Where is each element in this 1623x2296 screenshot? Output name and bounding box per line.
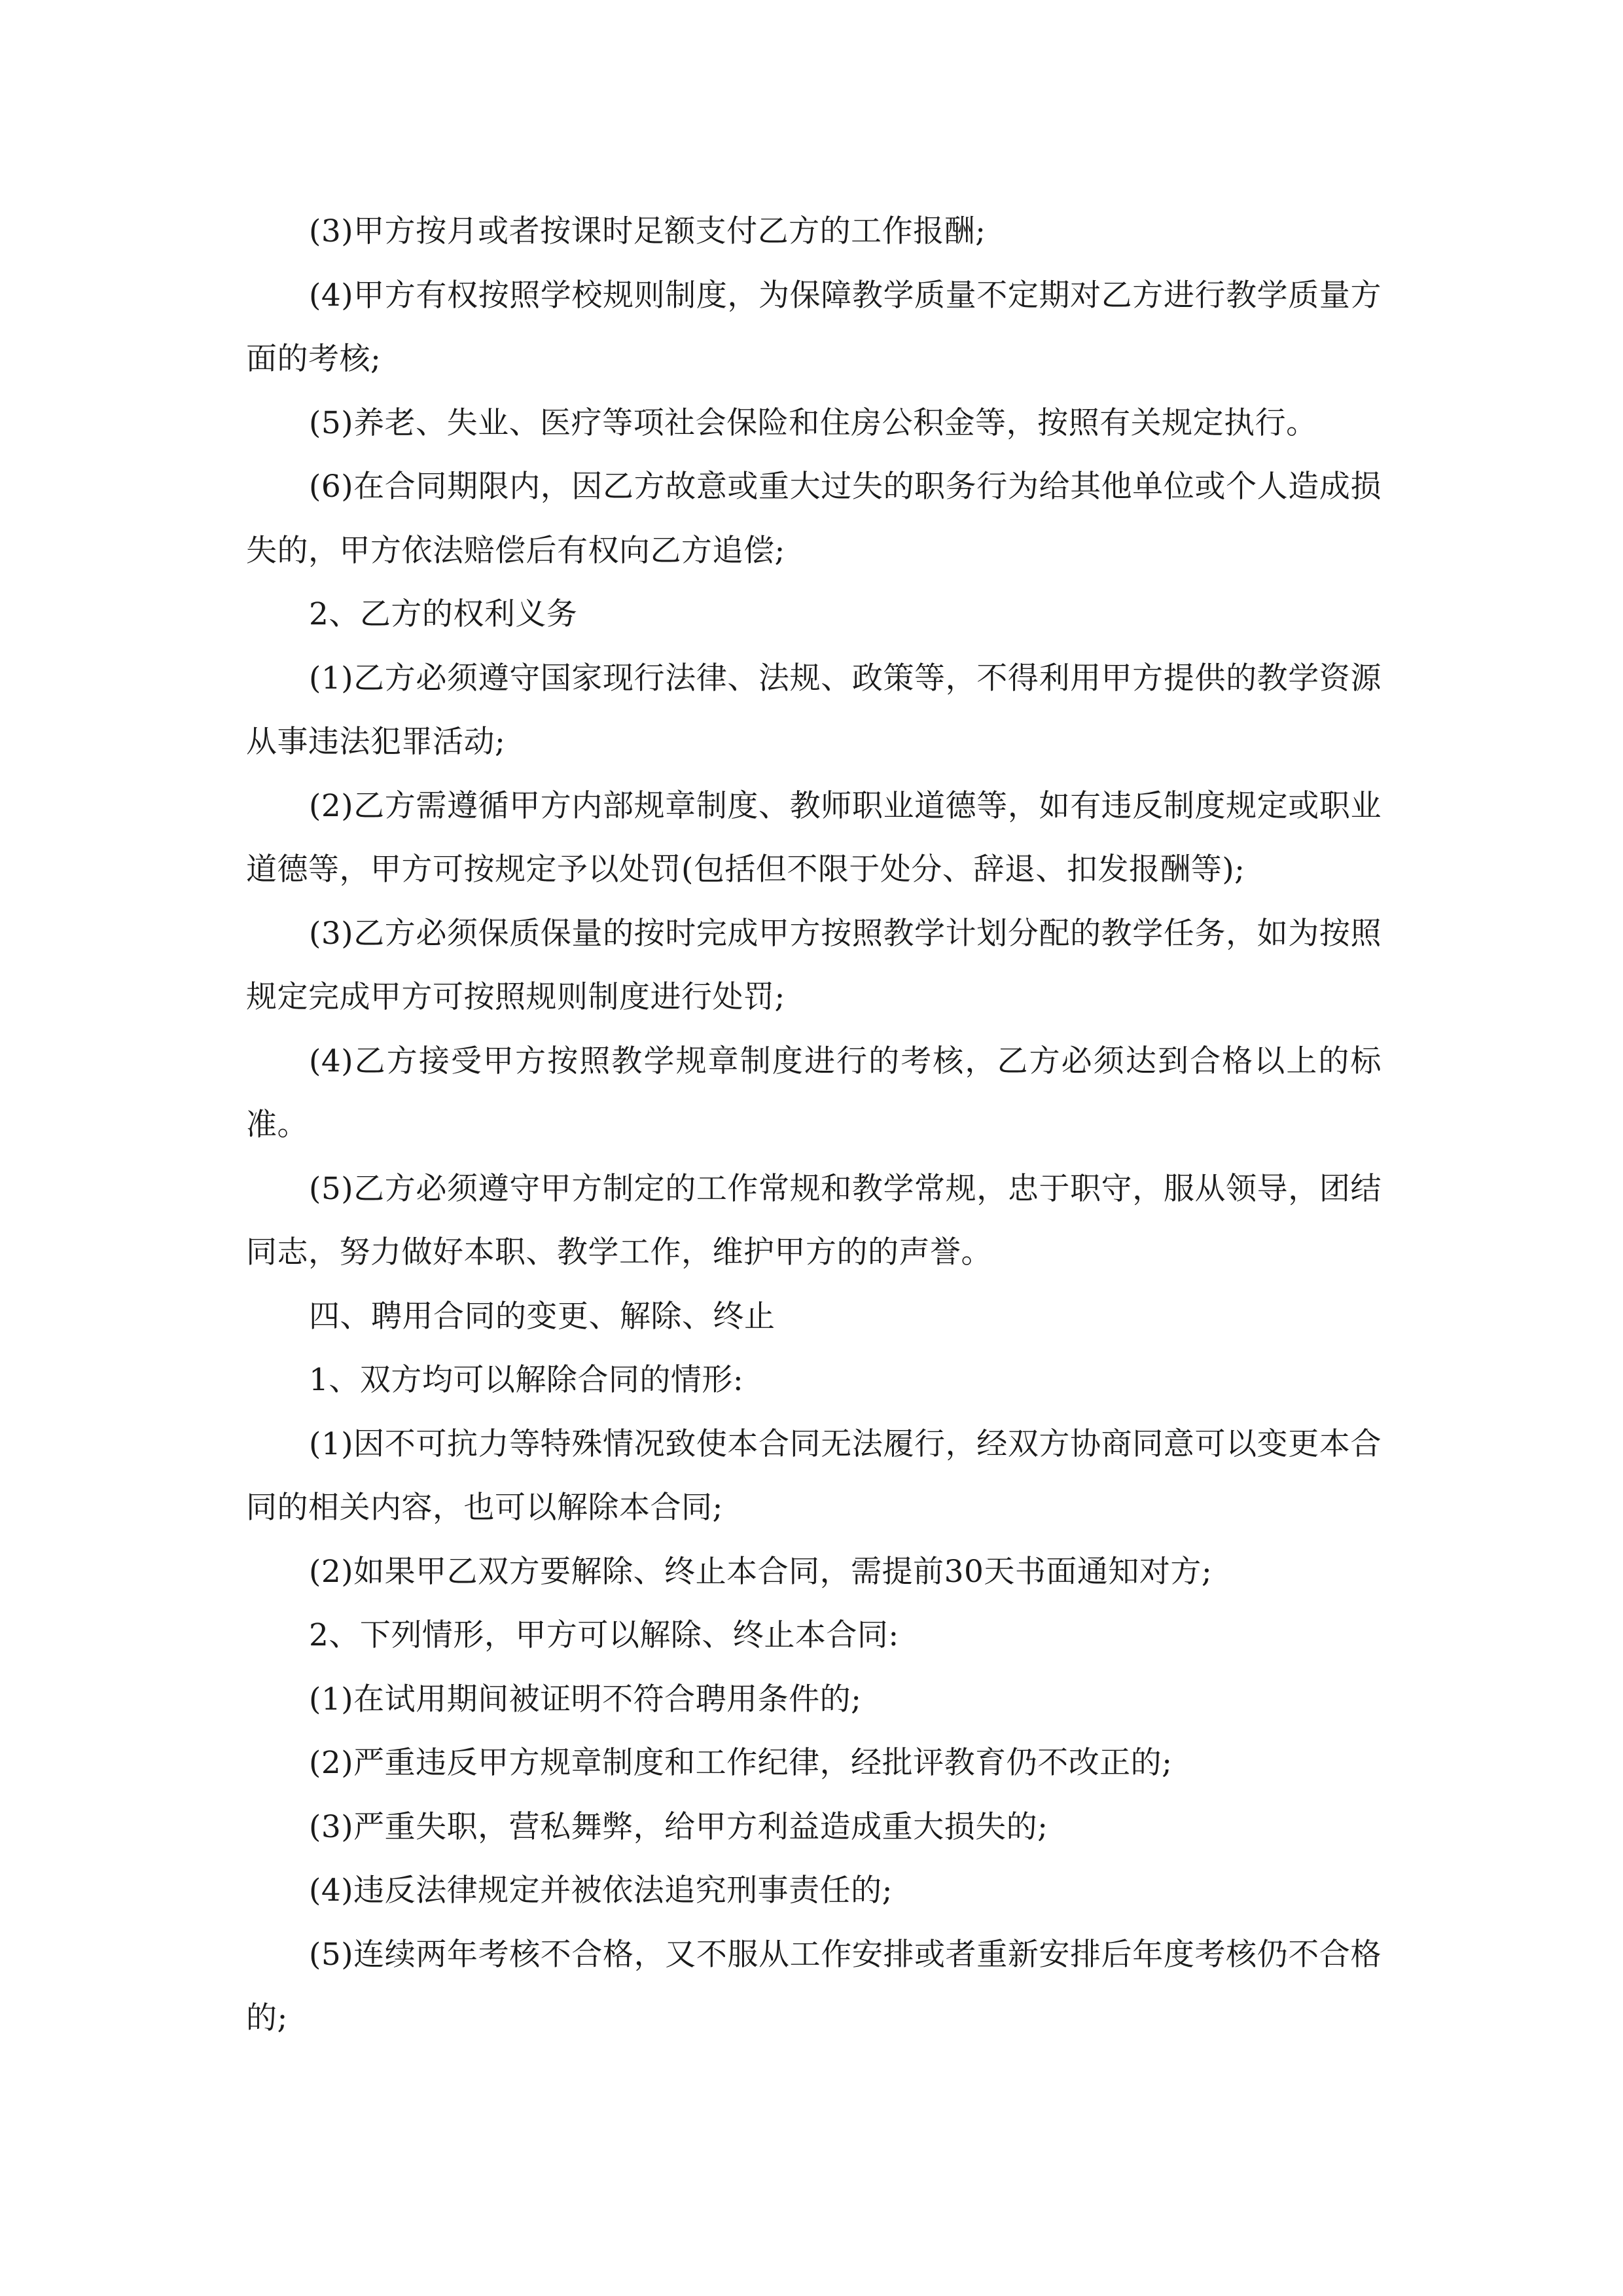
paragraph: (5)乙方必须遵守甲方制定的工作常规和教学常规，忠于职守，服从领导，团结同志，努力做好本职、教学工作，维护甲方的的声誉。 <box>246 1170 1382 1270</box>
document-body <box>246 200 1382 2051</box>
section-heading: 2、下列情形，甲方可以解除、终止本合同: <box>309 1617 899 1653</box>
paragraph: (2)如果甲乙双方要解除、终止本合同，需提前30天书面通知对方; <box>309 1553 1213 1590</box>
section-heading: 四、聘用合同的变更、解除、终止 <box>309 1298 776 1335</box>
paragraph: (4)违反法律规定并被依法追究刑事责任的; <box>309 1873 893 1909</box>
paragraph: (6)在合同期限内，因乙方故意或重大过失的职务行为给其他单位或个人造成损失的，甲方依法赔偿后有权向乙方追偿; <box>246 469 1382 569</box>
section-heading: 2、乙方的权利义务 <box>309 596 578 632</box>
paragraph: (3)乙方必须保质保量的按时完成甲方按照教学计划分配的教学任务，如为按照规定完成甲方可按照规则制度进行处罚; <box>246 915 1382 1015</box>
section-heading: 1、双方均可以解除合同的情形: <box>309 1362 744 1398</box>
paragraph: (3)甲方按月或者按课时足额支付乙方的工作报酬; <box>309 213 986 249</box>
paragraph: (1)乙方必须遵守国家现行法律、法规、政策等，不得利用甲方提供的教学资源从事违法犯罪活动; <box>246 660 1382 760</box>
paragraph: (1)在试用期间被证明不符合聘用条件的; <box>309 1681 862 1717</box>
paragraph: (2)严重违反甲方规章制度和工作纪律，经批评教育仍不改正的; <box>309 1745 1173 1781</box>
paragraph: (1)因不可抗力等特殊情况致使本合同无法履行，经双方协商同意可以变更本合同的相关内容，也可以解除本合同; <box>246 1426 1382 1526</box>
paragraph: (3)严重失职，营私舞弊，给甲方利益造成重大损失的; <box>309 1808 1048 1845</box>
paragraph: (5)连续两年考核不合格，又不服从工作安排或者重新安排后年度考核仍不合格的; <box>246 1936 1382 2036</box>
paragraph: (5)养老、失业、医疗等项社会保险和住房公积金等，按照有关规定执行。 <box>309 404 1317 441</box>
paragraph: (4)乙方接受甲方按照教学规章制度进行的考核，乙方必须达到合格以上的标准。 <box>246 1043 1382 1143</box>
paragraph: (2)乙方需遵循甲方内部规章制度、教师职业道德等，如有违反制度规定或职业道德等，甲方可按规定予以处罚(包括但不限于处分、辞退、扣发报酬等); <box>246 787 1382 888</box>
paragraph: (4)甲方有权按照学校规则制度，为保障教学质量不定期对乙方进行教学质量方面的考核; <box>246 277 1382 377</box>
